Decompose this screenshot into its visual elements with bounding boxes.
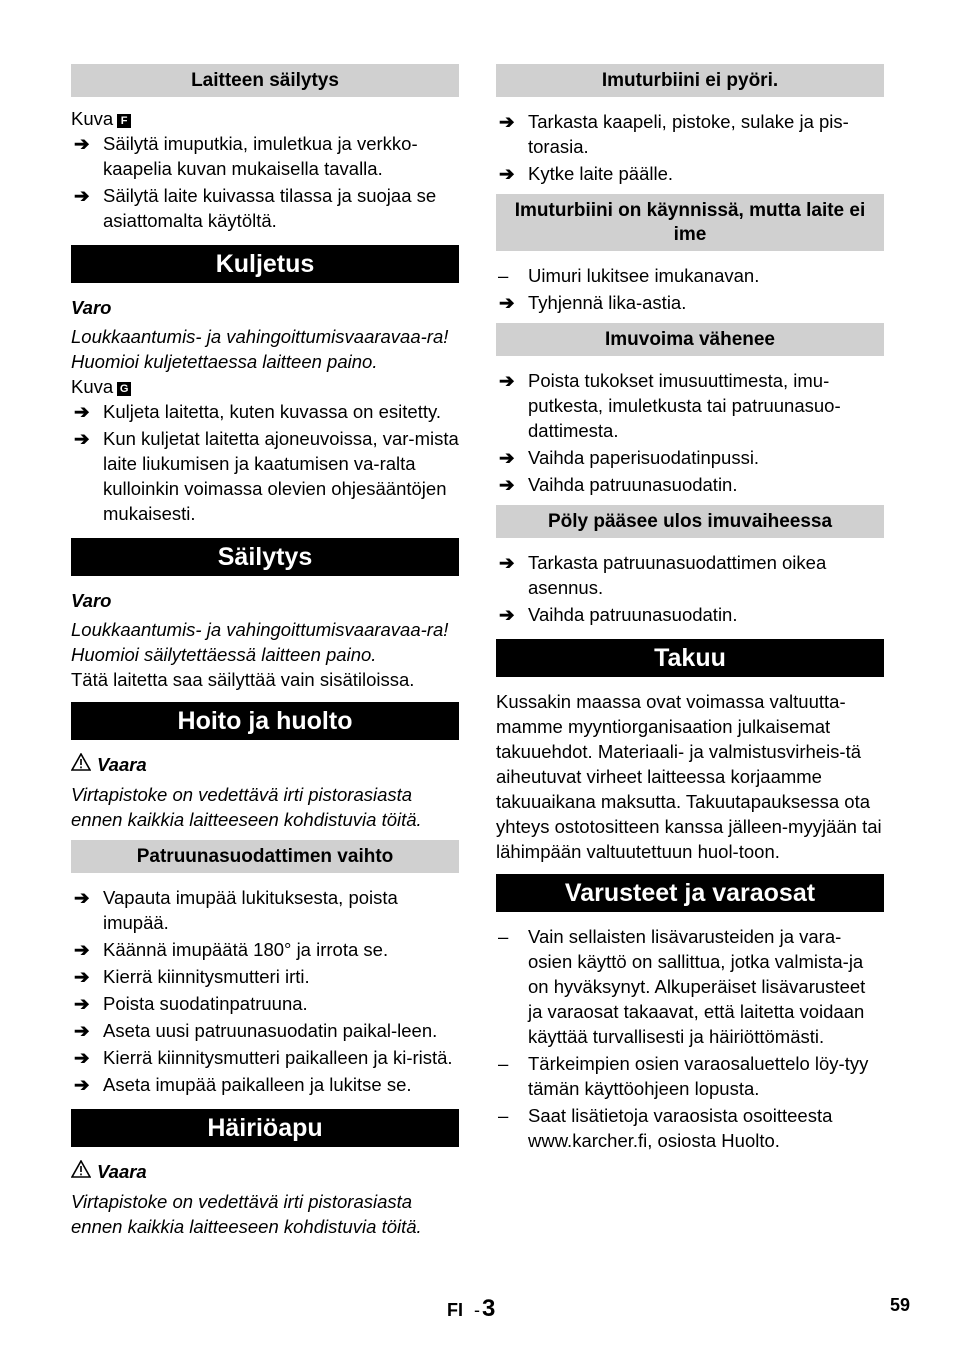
list-item-text: Tarkasta patruunasuodattimen oikea asennus. xyxy=(528,552,827,598)
dash-bullet: – xyxy=(498,1053,509,1074)
arrow-right-icon: ➔ xyxy=(74,133,90,154)
list-laitteen-sailytys xyxy=(71,131,459,233)
list-item xyxy=(496,602,884,627)
arrow-right-icon: ➔ xyxy=(499,292,515,313)
footer-section xyxy=(447,1295,495,1323)
left-column xyxy=(71,64,459,1239)
arrow-right-icon: ➔ xyxy=(74,428,90,449)
list-item-text: Kytke laite päälle. xyxy=(528,163,674,184)
heading-hoito-ja-huolto: Hoito ja huolto xyxy=(71,702,459,740)
warning-triangle-icon xyxy=(71,753,91,778)
danger-row xyxy=(71,752,459,778)
list-item-text: Poista tukokset imusuuttimesta, imu-putkesta, imuletkusta tai patruunasuo-dattimesta. xyxy=(528,370,841,441)
heading-varusteet: Varusteet ja varaosat xyxy=(496,874,884,912)
list-kuljetus xyxy=(71,399,459,526)
list-item-text: Tyhjennä lika-astia. xyxy=(528,292,687,313)
footer-section-num: 3 xyxy=(482,1295,496,1322)
list-item-text: Tärkeimpien osien varaosaluettelo löy-tyy tämän käyttöohjeen lopusta. xyxy=(528,1053,869,1099)
arrow-right-icon: ➔ xyxy=(499,552,515,573)
list-item xyxy=(71,183,459,233)
list-item xyxy=(71,964,459,989)
list-item-text: Kierrä kiinnitysmutteri paikalleen ja ki-ristä. xyxy=(103,1047,453,1068)
list-item xyxy=(71,426,459,526)
list-item-text: Kuljeta laitetta, kuten kuvassa on esitetty. xyxy=(103,401,441,422)
list-poly xyxy=(496,550,884,627)
arrow-right-icon: ➔ xyxy=(74,993,90,1014)
arrow-right-icon: ➔ xyxy=(74,1047,90,1068)
heading-patruunasuodattimen-vaihto: Patruunasuodattimen vaihto xyxy=(71,840,459,873)
arrow-right-icon: ➔ xyxy=(74,1020,90,1041)
warning-label: Varo xyxy=(71,297,112,318)
arrow-right-icon: ➔ xyxy=(74,185,90,206)
list-item xyxy=(71,885,459,935)
arrow-right-icon: ➔ xyxy=(499,604,515,625)
list-item-text: Uimuri lukitsee imukanavan. xyxy=(528,265,760,286)
list-item xyxy=(496,161,884,186)
list-item-text: Kun kuljetat laitetta ajoneuvoissa, var-mista laite liukumisen ja kaatumisen va-ralta kulloinkin voimassa olevien ohjesääntöjen mukaisesti. xyxy=(103,428,459,524)
heading-kuljetus: Kuljetus xyxy=(71,245,459,283)
list-ei-pyori xyxy=(496,109,884,186)
list-item-text: Saat lisätietoja varaosista osoitteesta www.karcher.fi, osiosta Huolto. xyxy=(528,1105,833,1151)
warning-triangle-icon xyxy=(71,1160,91,1185)
list-item xyxy=(496,924,884,1049)
list-item-text: Aseta imupää paikalleen ja lukitse se. xyxy=(103,1074,412,1095)
heading-imuturbiini-ei-ime: Imuturbiini on käynnissä, mutta laite ei ime xyxy=(496,194,884,251)
footer-lang: FI xyxy=(447,1300,463,1320)
list-item xyxy=(496,550,884,600)
list-item-text: Vaihda patruunasuodatin. xyxy=(528,474,738,495)
warning-text: Loukkaantumis- ja vahingoittumisvaaravaa-ra! Huomioi säilytettäessä laitteen paino. xyxy=(71,619,449,665)
dash-bullet: – xyxy=(498,265,509,286)
heading-imuturbiini-ei-pyori: Imuturbiini ei pyöri. xyxy=(496,64,884,97)
arrow-right-icon: ➔ xyxy=(74,401,90,422)
warning-text: Loukkaantumis- ja vahingoittumisvaaravaa-ra! Huomioi kuljetettaessa laitteen paino. xyxy=(71,326,449,372)
list-item xyxy=(71,1045,459,1070)
list-item xyxy=(71,1018,459,1043)
list-item-text: Vain sellaisten lisävarusteiden ja vara-osien käyttö on sallittua, jotka valmista-ja on hyväksynyt. Alkuperäiset lisävarusteet ja varaosat takaavat, että laitetta voidaan käyttää turvallisesti ja häiriöttömästi. xyxy=(528,926,866,1047)
arrow-right-icon: ➔ xyxy=(499,474,515,495)
heading-hairioapu: Häiriöapu xyxy=(71,1109,459,1147)
list-item xyxy=(496,472,884,497)
figure-letter-box: G xyxy=(117,382,131,396)
list-item xyxy=(496,1051,884,1101)
heading-sailytys: Säilytys xyxy=(71,538,459,576)
warranty-text: Kussakin maassa ovat voimassa valtuutta-mamme myyntiorganisaation julkaisemat takuuehdot. Materiaali- ja valmistusvirheis-tä aiheutuvat virheet laitteessa korjaamme takuuaikana maksutta. Takuutapauksessa ota yhteys ostotositteen kanssa jälleen-myyjään tai lähimpään valtuutettuun huol-toon. xyxy=(496,691,882,862)
list-item-text: Säilytä imuputkia, imuletkua ja verkko-kaapelia kuvan mukaisella tavalla. xyxy=(103,133,418,179)
danger-text: Virtapistoke on vedettävä irti pistorasiasta ennen kaikkia laitteeseen kohdistuvia töitä. xyxy=(71,784,422,830)
list-item-text: Säilytä laite kuivassa tilassa ja suojaa se asiattomalta käytöltä. xyxy=(103,185,437,231)
list-item-text: Aseta uusi patruunasuodatin paikal-leen. xyxy=(103,1020,438,1041)
arrow-right-icon: ➔ xyxy=(499,370,515,391)
list-item-text: Käännä imupäätä 180° ja irrota se. xyxy=(103,939,389,960)
danger-label: Vaara xyxy=(97,1161,147,1182)
storage-note: Tätä laitetta saa säilyttää vain sisätiloissa. xyxy=(71,669,415,690)
footer-sep: - xyxy=(474,1300,481,1320)
heading-takuu: Takuu xyxy=(496,639,884,677)
arrow-right-icon: ➔ xyxy=(74,966,90,987)
arrow-right-icon: ➔ xyxy=(499,111,515,132)
arrow-right-icon: ➔ xyxy=(499,163,515,184)
list-item xyxy=(71,991,459,1016)
dash-bullet: – xyxy=(498,926,509,947)
dash-bullet: – xyxy=(498,1105,509,1126)
list-item xyxy=(496,290,884,315)
arrow-right-icon: ➔ xyxy=(74,939,90,960)
heading-imuvoima-vahenee: Imuvoima vähenee xyxy=(496,323,884,356)
page-number: 59 xyxy=(890,1295,911,1315)
arrow-right-icon: ➔ xyxy=(499,447,515,468)
figure-ref xyxy=(71,106,459,131)
list-item-text: Kierrä kiinnitysmutteri irti. xyxy=(103,966,310,987)
list-varusteet xyxy=(496,924,884,1153)
list-item xyxy=(496,445,884,470)
list-patruuna xyxy=(71,885,459,1097)
figure-ref xyxy=(71,374,459,399)
heading-laitteen-sailytys: Laitteen säilytys xyxy=(71,64,459,97)
figure-label: Kuva xyxy=(71,376,114,397)
list-item-text: Vapauta imupää lukituksesta, poista imupää. xyxy=(103,887,398,933)
danger-label: Vaara xyxy=(97,754,147,775)
list-item xyxy=(496,263,884,288)
figure-letter-box: F xyxy=(117,114,131,128)
list-item xyxy=(496,1103,884,1153)
list-item xyxy=(71,131,459,181)
warning-label: Varo xyxy=(71,590,112,611)
list-imuvoima xyxy=(496,368,884,497)
list-item xyxy=(496,109,884,159)
list-item-text: Vaihda paperisuodatinpussi. xyxy=(528,447,760,468)
heading-poly: Pöly pääsee ulos imuvaiheessa xyxy=(496,505,884,538)
list-item xyxy=(71,1072,459,1097)
danger-row xyxy=(71,1159,459,1185)
list-item-text: Tarkasta kaapeli, pistoke, sulake ja pis-torasia. xyxy=(528,111,849,157)
danger-text: Virtapistoke on vedettävä irti pistorasiasta ennen kaikkia laitteeseen kohdistuvia töitä. xyxy=(71,1191,422,1237)
arrow-right-icon: ➔ xyxy=(74,887,90,908)
list-item xyxy=(71,937,459,962)
list-item xyxy=(71,399,459,424)
arrow-right-icon: ➔ xyxy=(74,1074,90,1095)
right-column xyxy=(496,64,884,1155)
list-item-text: Poista suodatinpatruuna. xyxy=(103,993,308,1014)
list-item-text: Vaihda patruunasuodatin. xyxy=(528,604,738,625)
list-ei-ime xyxy=(496,263,884,315)
list-item xyxy=(496,368,884,443)
figure-label: Kuva xyxy=(71,108,114,129)
